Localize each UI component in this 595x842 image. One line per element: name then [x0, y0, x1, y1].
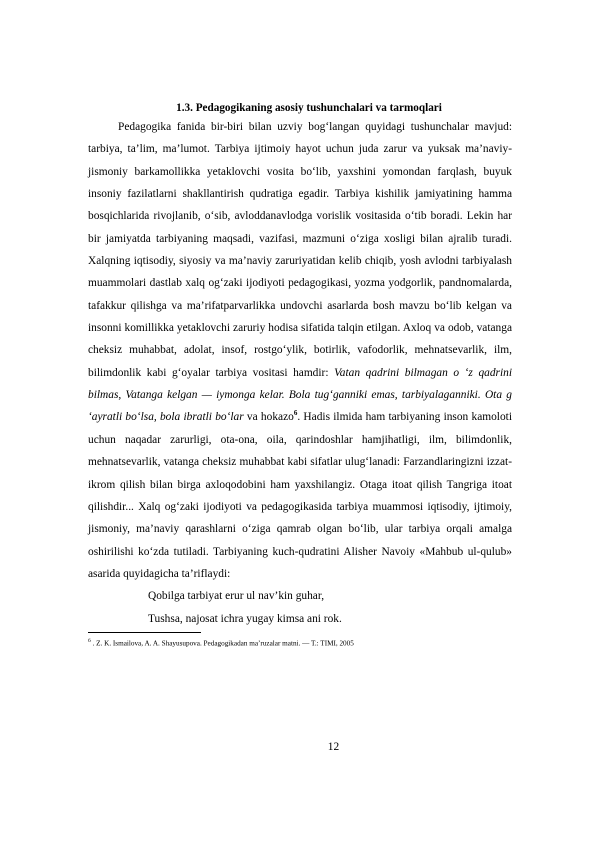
page-content	[88, 100, 512, 648]
verse-line-1: Qobilga tarbiyat erur ul nav’kin guhar,	[148, 590, 325, 603]
body-text-1: Pedagogika fanida bir-biri bilan uzviy bog‘langan quyidagi tushunchalar mavjud: tarbiya, ta’lim, ma’lumot. Tarbiya ijtimoiy hayot uchun juda zarur va yuksak ma’naviy-jismoniy barkamollikka yetaklovchi vosita bo‘lib, yaxshini yomondan farqlash, buyuk insoniy fazilatlarni shakllantirish qudratiga egadir. Tarbiya kishilik jamiyatining hamma bosqichlarida rivojlanib, o‘sib, avloddanavlodga vorislik vositasida o‘tib boradi. Lekin har bir jamiyatda tarbiyaning maqsadi, vazifasi, mazmuni o‘ziga xosligi bilan ajralib turadi. Xalqning iqtisodiy, siyosiy va ma’naviy zaruriyatidan kelib chiqib, yosh avlodni tarbiyalash muammolari dastlab xalq og‘zaki ijodiyoti pedagogikasi, yozma yodgorlik, pandnomalarda, tafakkur qilishga va ma’rifatparvarlikka undovchi asarlarda bosh mavzu bo‘lib kelgan va insonni komillikka yetaklovchi zaruriy hodisa sifatida talqin etilgan. Axloq va odob, vatanga cheksiz muhabbat, adolat, insof, rostgo‘ylik, botirlik, vafodorlik, mehnatsevarlik, ilm, bilimdonlik kabi g‘oyalar tarbiya vositasi hamdir:	[88, 121, 512, 379]
body-paragraph	[88, 116, 512, 585]
page-number: 12	[327, 741, 340, 753]
body-text-2: va hokazo	[243, 411, 294, 424]
section-heading: 1.3. Pedagogikaning asosiy tushunchalari va tarmoqlari	[176, 102, 442, 114]
footnote-divider	[88, 632, 201, 633]
verse-line-2: Tushsa, najosat ichra yugay kimsa ani rok.	[148, 612, 342, 625]
footnote-text: . Z. K. Ismailova, A. A. Shayusupova. Pedagogikadan ma’ruzalar matni. — T.: TIMI, 2005	[90, 639, 354, 648]
footnote-reference[interactable]: 6	[293, 409, 298, 418]
footnote-mark: 6	[88, 637, 91, 644]
footnote	[88, 636, 512, 648]
italic-proverbs: Vatan qadrini bilmagan o ‘z qadrini bilmas, Vatanga kelgan — iymonga kelar. Bola tug‘ganniki emas, tarbiyalaganniki. Ota g ‘ayratli bo‘lsa, bola ibratli bo‘lar	[88, 366, 512, 424]
body-text-3: . Hadis ilmida ham tarbiyaning inson kamoloti uchun naqadar zarurligi, ota-ona, oila, qarindoshlar hamjihatligi, ilm, bilimdonlik, mehnatsevarlik, vatanga cheksiz muhabbat kabi sifatlar ulug‘lanadi: Farzandlaringizni izzat-ikrom qilish bilan birga axloqodobini ham yaxshilangiz. Otaga itoat qilish Tangriga itoat qilishdir... Xalq og‘zaki ijodiyoti va pedagogikasida tarbiya muammosi iqtisodiy, ijtimoiy, jismoniy, ma’naviy qarashlarni o‘ziga qamrab olgan bo‘lib, ular tarbiya orqali amalga oshirilishi ko‘zda tutiladi. Tarbiyaning kuch-qudratini Alisher Navoiy «Mahbub ul-qulub» asarida quyidagicha ta’riflaydi:	[88, 411, 512, 580]
